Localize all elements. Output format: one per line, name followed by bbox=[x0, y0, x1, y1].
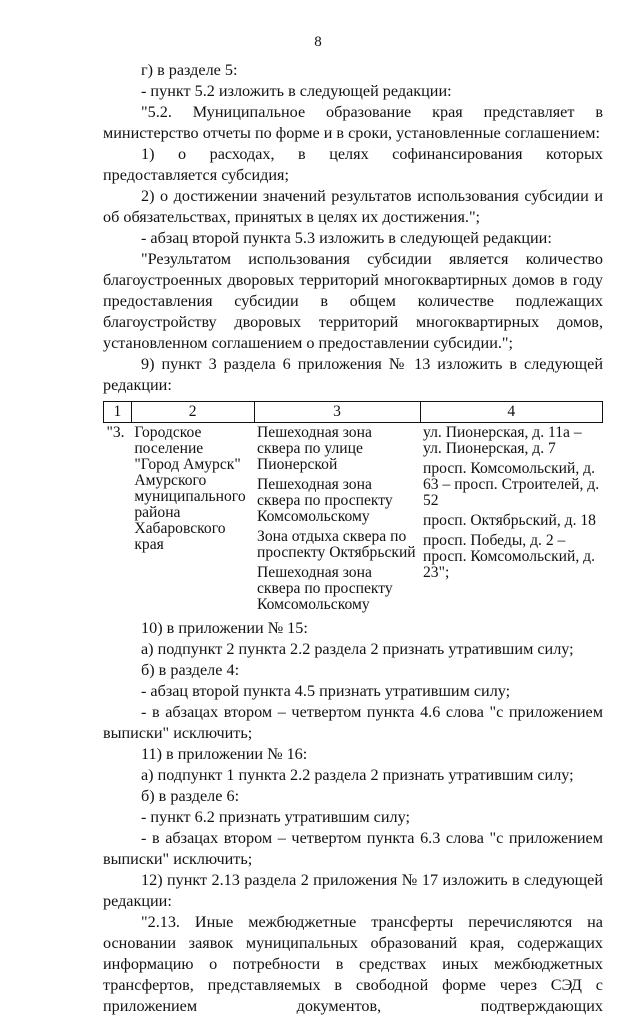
zone-address: просп. Комсомольский, д. 63 – просп. Строителей, д. 52 bbox=[423, 460, 600, 509]
paragraph: - пункт 5.2 изложить в следующей редакции: bbox=[141, 82, 452, 100]
zone-name: Пешеходная зона сквера по улице Пионерской bbox=[257, 424, 372, 473]
table-header-row bbox=[104, 402, 603, 423]
zone-name: Зона отдыха сквера по проспекту Октябрьский bbox=[257, 528, 416, 561]
paragraph: 2) о достижении значений результатов использования субсидии и об обязательствах, принятых в целях их достижения."; bbox=[103, 187, 603, 226]
paragraph: 1) о расходах, в целях софинансирования которых предоставляется субсидия; bbox=[103, 145, 603, 184]
paragraph: 12) пункт 2.13 раздела 2 приложения № 17 изложить в следующей редакции: bbox=[103, 871, 603, 910]
paragraph: б) в разделе 6: bbox=[141, 787, 240, 805]
paragraph: а) подпункт 2 пункта 2.2 раздела 2 признать утратившим силу; bbox=[141, 640, 574, 658]
zone-address: просп. Победы, д. 2 – просп. Комсомольский, д. 23"; bbox=[423, 532, 595, 581]
table-header-cell: 3 bbox=[254, 402, 420, 423]
paragraph: - пункт 6.2 признать утратившим силу; bbox=[141, 808, 410, 826]
paragraph: "5.2. Муниципальное образование края представляет в министерство отчеты по форме и в сроки, установленные соглашением: bbox=[103, 103, 603, 142]
document-body bbox=[103, 60, 603, 1017]
table-header-cell: 4 bbox=[420, 402, 603, 423]
table-header-cell: 1 bbox=[104, 402, 132, 423]
paragraph: - в абзацах втором – четвертом пункта 6.3 слова "с приложением выписки" исключить; bbox=[103, 829, 603, 868]
zone-name: Пешеходная зона сквера по проспекту Комсомольскому bbox=[257, 476, 393, 525]
page-number: 8 bbox=[314, 34, 322, 50]
paragraph: б) в разделе 4: bbox=[141, 661, 240, 679]
zone-name: Пешеходная зона сквера по проспекту Комсомольскому bbox=[257, 564, 393, 613]
zone-address: ул. Пионерская, д. 11а – ул. Пионерская, д. 7 bbox=[423, 424, 582, 457]
table-row bbox=[104, 423, 603, 617]
paragraph: - абзац второй пункта 5.3 изложить в следующей редакции: bbox=[141, 229, 552, 247]
table-header-cell: 2 bbox=[131, 402, 254, 423]
paragraph: 11) в приложении № 16: bbox=[141, 745, 308, 763]
paragraph: 10) в приложении № 15: bbox=[141, 619, 308, 637]
municipality-cell: Городское поселение "Город Амурск" Амурского муниципального района Хабаровского края bbox=[134, 424, 246, 553]
paragraph: - в абзацах втором – четвертом пункта 4.6 слова "с приложением выписки" исключить; bbox=[103, 703, 603, 742]
zone-names-cell bbox=[254, 423, 420, 617]
amendment-table bbox=[103, 401, 603, 616]
zone-address: просп. Октябрьский, д. 18 bbox=[423, 512, 596, 529]
paragraph: - абзац второй пункта 4.5 признать утратившим силу; bbox=[141, 682, 511, 700]
zone-addresses-cell bbox=[420, 423, 603, 617]
paragraph: г) в разделе 5: bbox=[141, 61, 238, 79]
paragraph: 9) пункт 3 раздела 6 приложения № 13 изложить в следующей редакции: bbox=[103, 355, 603, 394]
row-number: "3. bbox=[106, 424, 125, 441]
paragraph: "Результатом использования субсидии является количество благоустроенных дворовых территорий многоквартирных домов в году предоставления субсидии в общем количестве подлежащих благоустройству дворовых территорий многоквартирных домов, установленном соглашением о предоставлении субсидии."; bbox=[103, 250, 603, 352]
paragraph: "2.13. Иные межбюджетные трансферты перечисляются на основании заявок муниципальных образований края, содержащих информацию о потребности в средствах иных межбюджетных трансфертов, представляемых в свободной форме через СЭД с приложением документов, подтверждающих bbox=[103, 913, 603, 1015]
paragraph: а) подпункт 1 пункта 2.2 раздела 2 признать утратившим силу; bbox=[141, 766, 574, 784]
